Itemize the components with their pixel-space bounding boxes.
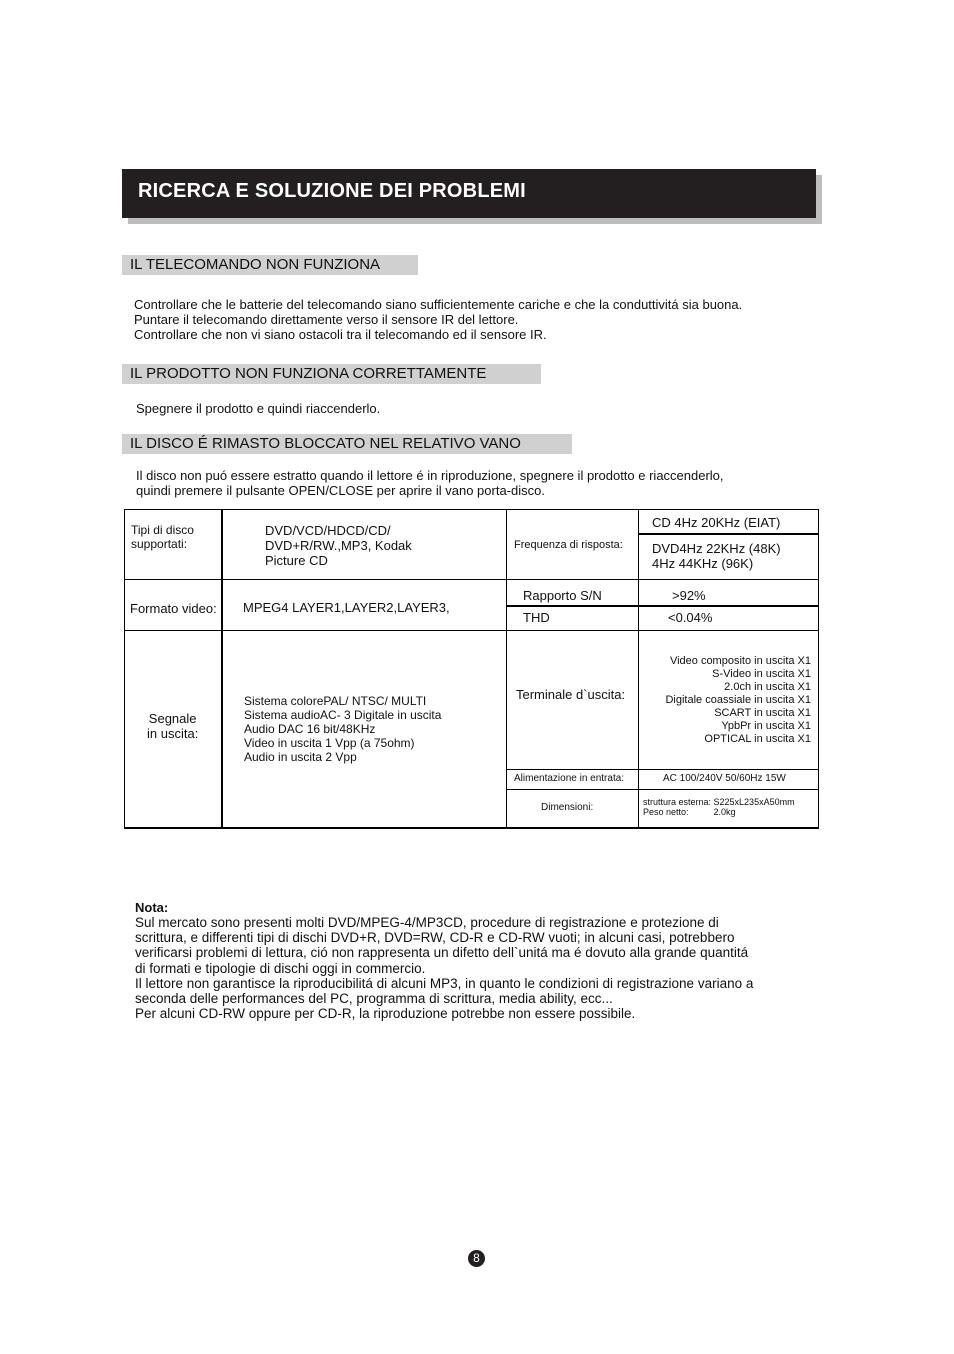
- cell-disc-types-value: DVD/VCD/HDCD/CD/ DVD+R/RW.,MP3, Kodak Picture CD: [265, 523, 412, 568]
- paragraph-disc: [136, 468, 724, 498]
- note-line: Il lettore non garantisce la riproducibilitá di alcuni MP3, in quanto le condizioni di registrazione variano a: [135, 975, 754, 991]
- table-border: [124, 509, 819, 510]
- paragraph-line: quindi premere il pulsante OPEN/CLOSE per aprire il vano porta-disco.: [136, 483, 545, 498]
- cell-video-format-value: MPEG4 LAYER1,LAYER2,LAYER3,: [243, 600, 450, 615]
- note-line: seconda delle performances del PC, programma di scrittura, media ability, ecc...: [135, 991, 613, 1007]
- cell-power-value: AC 100/240V 50/60Hz 15W: [663, 773, 786, 784]
- page-title: RICERCA E SOLUZIONE DEI PROBLEMI: [138, 180, 526, 202]
- note-line: scrittura, e differenti tipi di dischi DVD+R, DVD=RW, CD-R e CD-RW vuoti; in alcuni casi, potrebbero: [135, 930, 735, 946]
- page-number: 8: [468, 1250, 485, 1267]
- cell-output-label: Segnale in uscita:: [147, 711, 199, 741]
- table-border: [124, 579, 819, 580]
- paragraph-product: [136, 401, 380, 416]
- section-heading-remote: IL TELECOMANDO NON FUNZIONA: [122, 255, 418, 275]
- cell-thd-value: <0.04%: [668, 610, 713, 625]
- paragraph-line: Spegnere il prodotto e quindi riaccenderlo.: [136, 401, 381, 416]
- table-border: [638, 509, 639, 829]
- cell-freq-cd: CD 4Hz 20KHz (EIAT): [652, 515, 781, 530]
- cell-video-format-label: Formato video:: [130, 601, 217, 616]
- table-border: [124, 630, 819, 631]
- cell-terminal-label: Terminale d`uscita:: [516, 687, 626, 702]
- table-border: [221, 509, 223, 829]
- table-border: [124, 509, 125, 829]
- cell-freq-label: Frequenza di risposta:: [514, 539, 623, 551]
- cell-freq-dvd: DVD4Hz 22KHz (48K) 4Hz 44KHz (96K): [652, 541, 781, 571]
- cell-disc-types-label: Tipi di disco supportati:: [131, 523, 194, 551]
- paragraph-line: Il disco non puó essere estratto quando il lettore é in riproduzione, spegnere il prodotto e riaccenderlo,: [136, 468, 724, 483]
- section-heading-product: IL PRODOTTO NON FUNZIONA CORRETTAMENTE: [122, 364, 541, 384]
- table-border: [818, 509, 819, 829]
- note-body: [135, 915, 753, 1021]
- note-line: verificarsi problemi di lettura, ció non rappresenta un difetto dell`unitá ma é dovuto alla grande quantitá: [135, 945, 749, 961]
- paragraph-remote: [134, 297, 742, 342]
- note-line: Per alcuni CD-RW oppure per CD-R, la riproduzione potrebbe non essere possibile.: [135, 1006, 636, 1022]
- note-line: di formati e tipologie di dischi oggi in commercio.: [135, 960, 426, 976]
- section-heading-disc: IL DISCO É RIMASTO BLOCCATO NEL RELATIVO VANO: [122, 434, 572, 454]
- paragraph-line: Puntare il telecomando direttamente verso il sensore IR del lettore.: [134, 312, 519, 327]
- table-border: [506, 509, 507, 829]
- cell-thd-label: THD: [523, 610, 550, 625]
- cell-terminal-values: Video composito in uscita X1 S-Video in uscita X1 2.0ch in uscita X1 Digitale coassiale in uscita X1 SCART in uscita X1 YpbPr in uscita X1 OPTICAL in uscita X1: [665, 655, 811, 745]
- note-heading: Nota:: [135, 900, 169, 915]
- table-border: [638, 533, 819, 535]
- cell-sn-value: >92%: [672, 588, 706, 603]
- cell-output-value: Sistema colorePAL/ NTSC/ MULTI Sistema audioAC- 3 Digitale in uscita Audio DAC 16 bit/48KHz Video in uscita 1 Vpp (a 75ohm) Audio in uscita 2 Vpp: [244, 694, 442, 764]
- paragraph-line: Controllare che le batterie del telecomando siano sufficientemente cariche e che la conduttivitá sia buona.: [134, 297, 743, 312]
- table-border: [506, 789, 819, 790]
- cell-dim-values: struttura esterna: S225xL235xA50mm Peso netto: 2.0kg: [643, 797, 795, 817]
- cell-sn-label: Rapporto S/N: [523, 588, 602, 603]
- cell-dim-label: Dimensioni:: [541, 802, 594, 813]
- specifications-table: [124, 509, 819, 829]
- table-border: [506, 769, 819, 770]
- table-border: [124, 827, 819, 829]
- paragraph-line: Controllare che non vi siano ostacoli tra il telecomando ed il sensore IR.: [134, 327, 547, 342]
- note-line: Sul mercato sono presenti molti DVD/MPEG-4/MP3CD, procedure di registrazione e protezione di: [135, 915, 719, 930]
- table-border: [506, 605, 819, 607]
- cell-power-label: Alimentazione in entrata:: [514, 773, 625, 784]
